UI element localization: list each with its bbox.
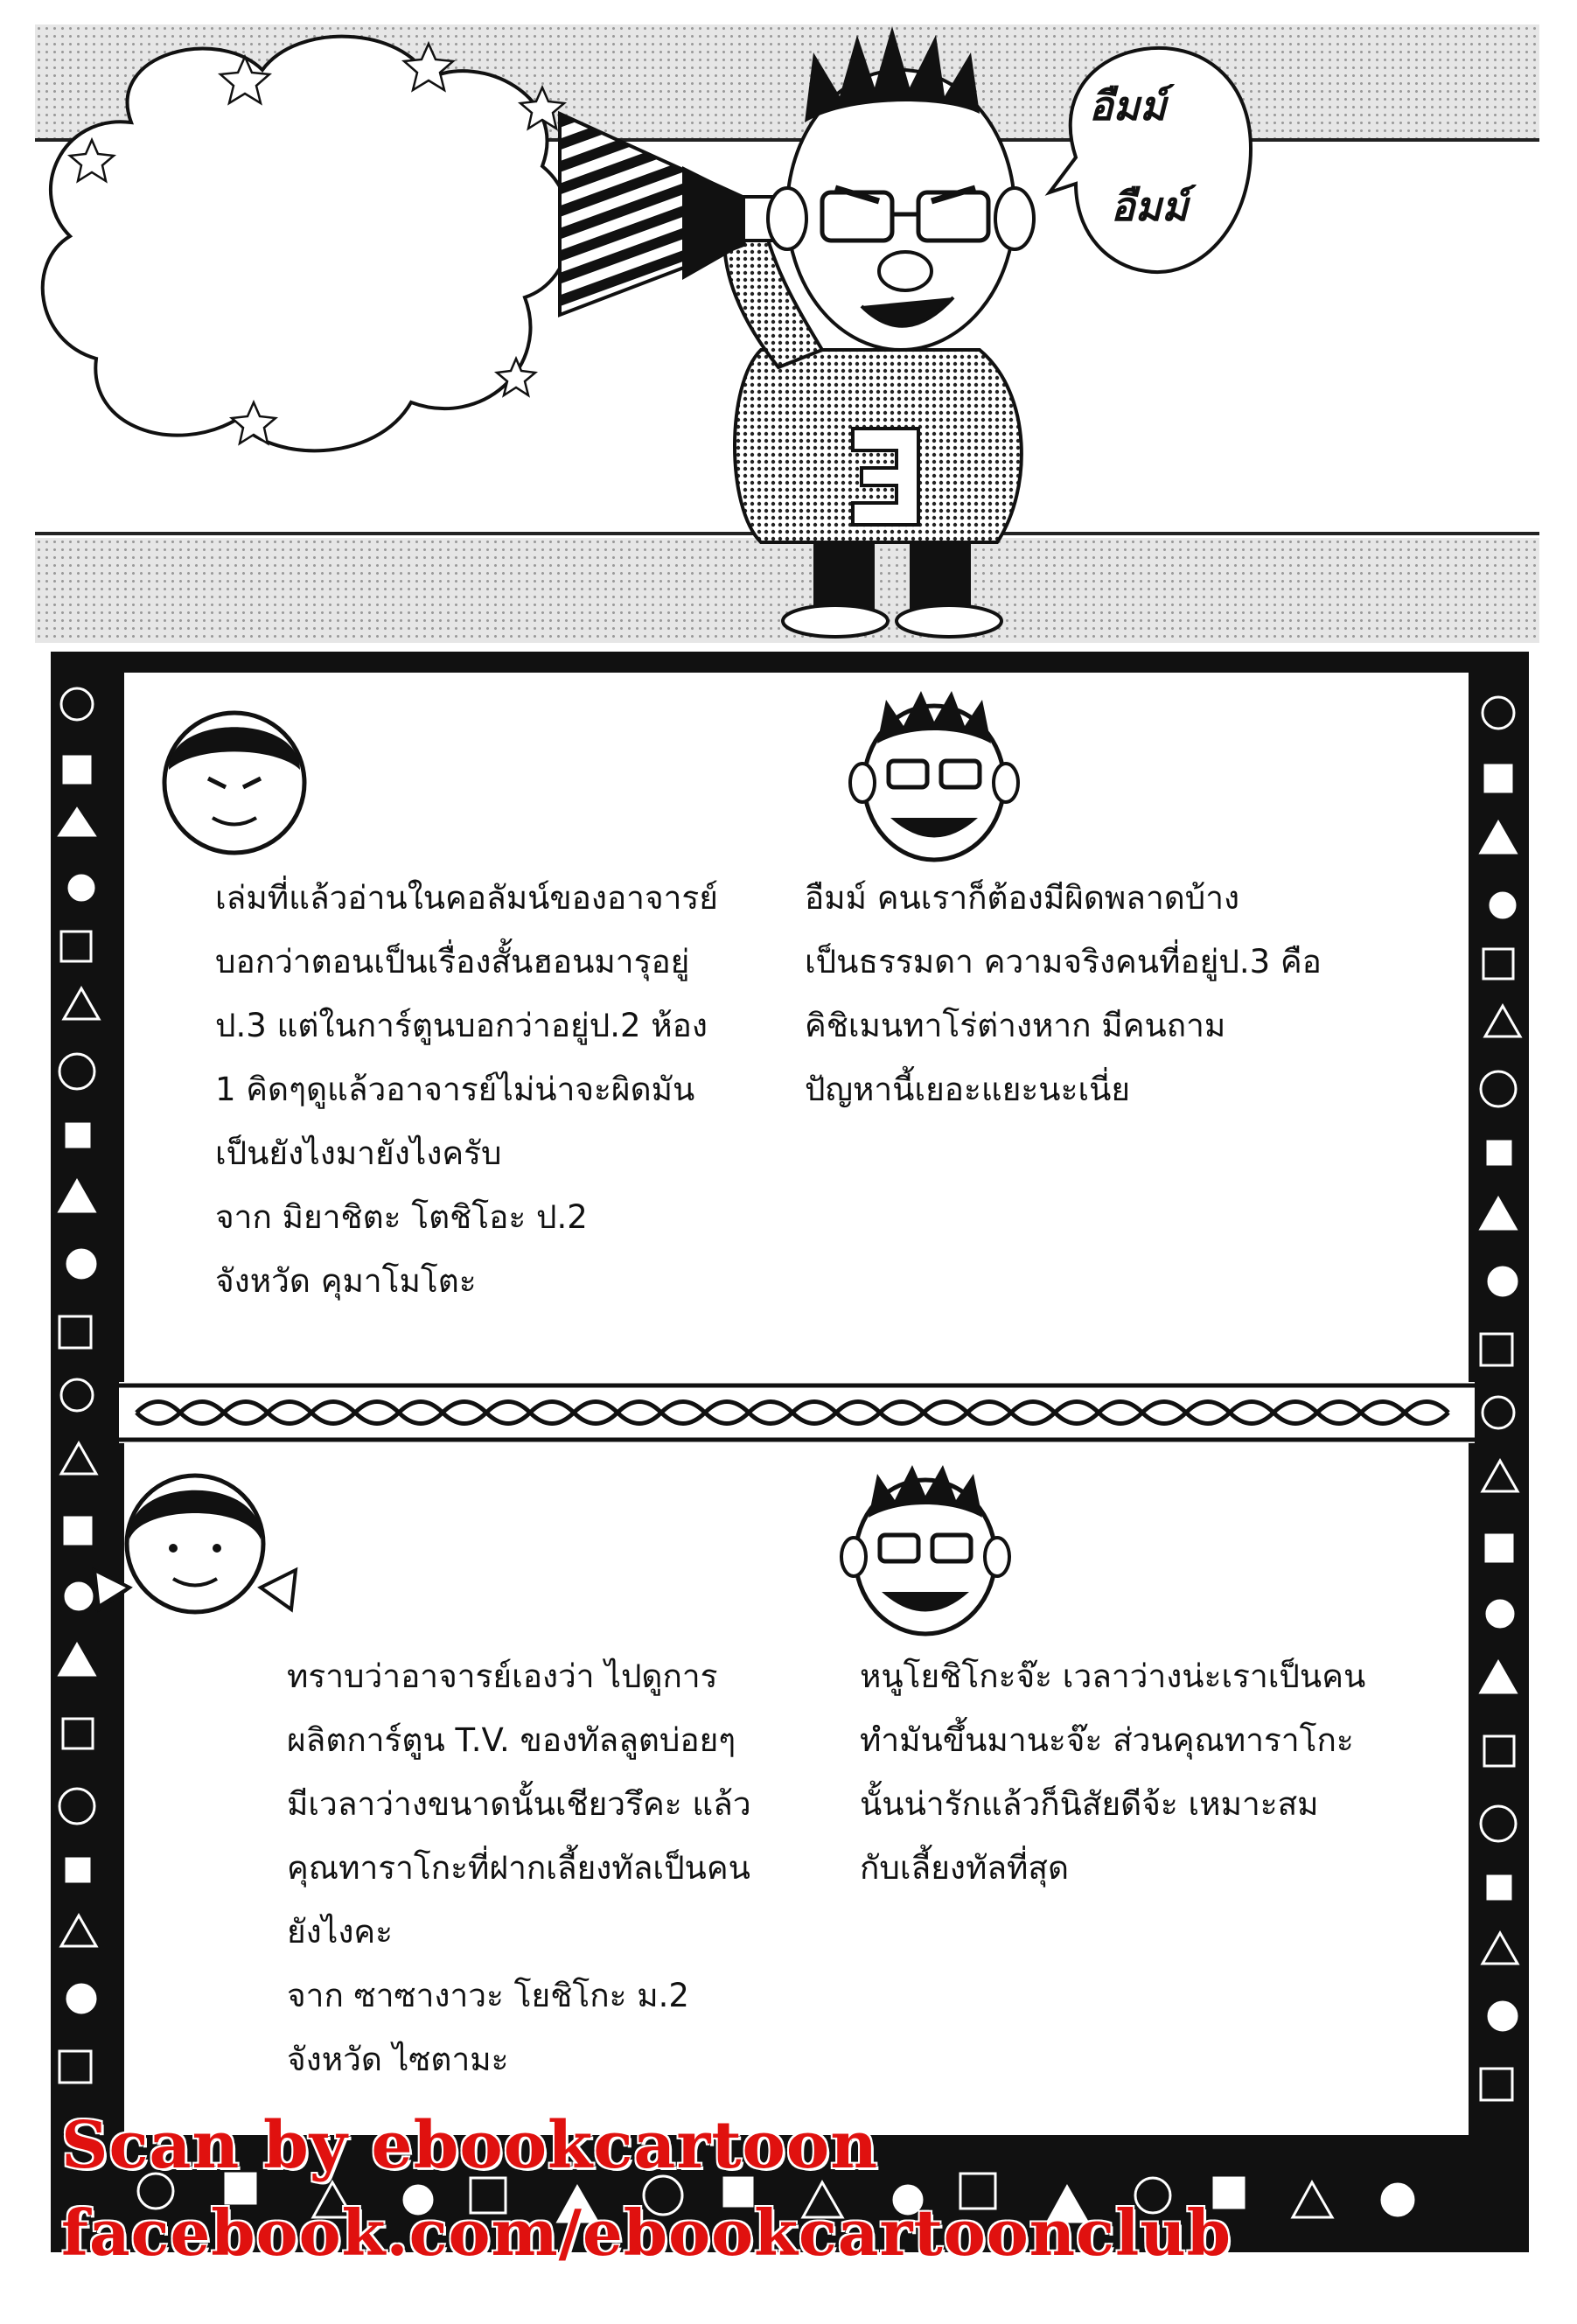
answer-2	[860, 1644, 1365, 1900]
answer-line: คิชิเมนทาโร่ต่างหาก มีคนถาม	[805, 1007, 1226, 1044]
question-line: ป.3 แต่ในการ์ตูนบอกว่าอยู่ป.2 ห้อง	[215, 1007, 708, 1044]
question-line: 1 คิดๆดูแล้วอาจารย์ไม่น่าจะผิดมัน	[215, 1071, 695, 1108]
patterned-frame	[51, 652, 1529, 2252]
answer-1	[805, 866, 1322, 1121]
answer-line: เป็นธรรมดา ความจริงคนที่อยู่ป.3 คือ	[805, 943, 1322, 981]
sender-province: จังหวัด ไซตามะ	[287, 2041, 509, 2078]
speech-text-1: อืมม์	[1089, 82, 1167, 129]
answer-line: หนูโยชิโกะจ๊ะ เวลาว่างน่ะเราเป็นคน	[860, 1658, 1366, 1695]
question-line: ยังไงคะ	[287, 1913, 394, 1951]
speech-text-2: อืมม์	[1111, 183, 1189, 230]
sender-name: จาก ซาซางาวะ โยชิโกะ ม.2	[287, 1977, 689, 2014]
teacher-face-icon	[829, 1456, 1022, 1640]
question-line: คุณทาราโกะที่ฝากเลี้ยงทัลเป็นคน	[287, 1849, 750, 1887]
question-line: มีเวลาว่างขนาดนั้นเชียวรึคะ แล้ว	[287, 1785, 751, 1823]
answer-line: นั้นน่ารักแล้วก็นิสัยดีจ้ะ เหมาะสม	[860, 1785, 1319, 1823]
question-line: บอกว่าตอนเป็นเรื่องสั้นฮอนมารุอยู่	[215, 943, 690, 981]
header-banner	[0, 0, 1577, 665]
answer-line: อืมม์ คนเราก็ต้องมีผิดพลาดบ้าง	[805, 879, 1240, 917]
question-line: เป็นยังไงมายังไงครับ	[215, 1134, 502, 1172]
boy-face-icon	[147, 687, 322, 862]
mascot-with-megaphone	[525, 17, 1067, 647]
teacher-face-icon	[838, 682, 1030, 866]
question-line: เล่มที่แล้วอ่านในคอลัมน์ของอาจารย์	[215, 879, 718, 917]
thought-cloud	[26, 17, 586, 472]
question-line: ทราบว่าอาจารย์เองว่า ไปดูการ	[287, 1658, 718, 1695]
answer-line: กับเลี้ยงทัลที่สุด	[860, 1849, 1070, 1887]
question-1	[215, 866, 718, 1313]
sender-name: จาก มิยาชิตะ โตชิโอะ ป.2	[215, 1198, 588, 1236]
girl-face-icon	[81, 1456, 309, 1631]
answer-line: ทำมันขึ้นมานะจ๊ะ ส่วนคุณทาราโกะ	[860, 1721, 1354, 1759]
watermark-scan-credit: Scan by ebookcartoon	[61, 2108, 879, 2183]
question-2	[287, 1644, 751, 2091]
answer-line: ปัญหานี้เยอะแยะนะเนี่ย	[805, 1071, 1131, 1108]
sender-province: จังหวัด คุมาโมโตะ	[215, 1262, 477, 1300]
braid-divider-icon	[119, 1382, 1475, 1443]
question-line: ผลิตการ์ตูน T.V. ของทัลลูตบ่อยๆ	[287, 1721, 736, 1759]
watermark-facebook-link: facebook.com/ebookcartoonclub	[61, 2195, 1232, 2270]
